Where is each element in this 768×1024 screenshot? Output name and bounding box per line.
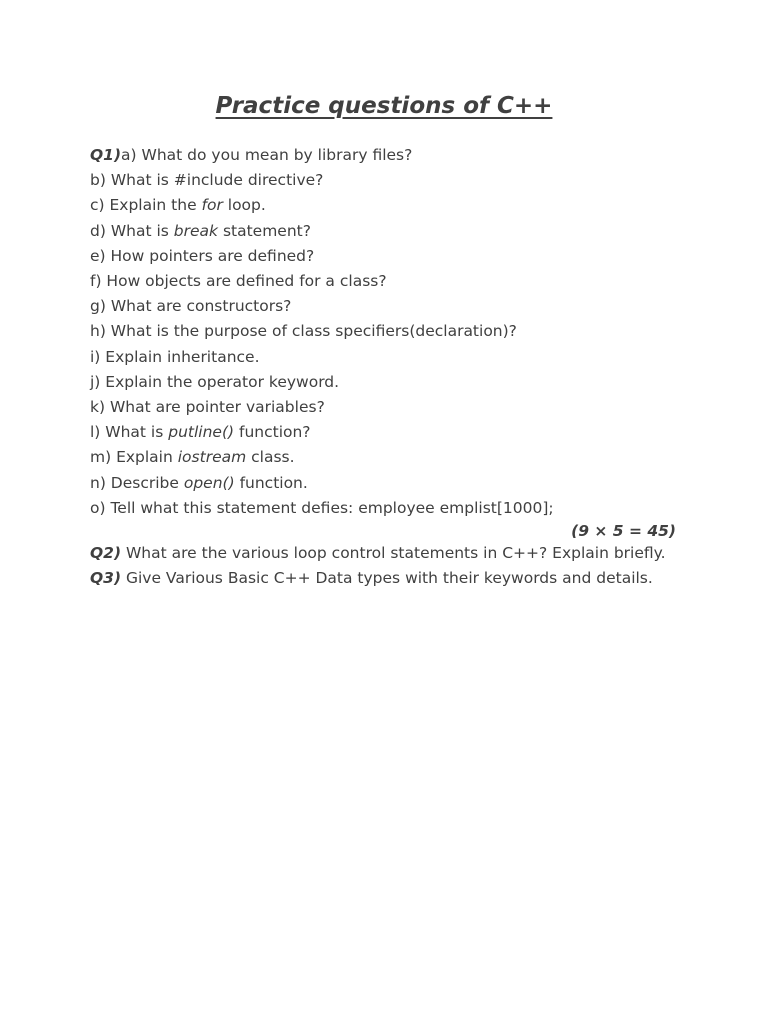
q1-item-g: g) What are constructors? (90, 297, 292, 316)
q1-item-o: o) Tell what this statement defies: employee emplist[1000]; (90, 498, 554, 517)
q1-item-d: d) What is break statement? (90, 221, 311, 240)
q1-item-h: h) What is the purpose of class specifiers(declaration)? (90, 322, 517, 341)
q1-item-e: e) How pointers are defined? (90, 246, 315, 265)
q1-item-k: k) What are pointer variables? (90, 398, 325, 417)
q1-item-b: b) What is #include directive? (90, 171, 324, 190)
page-title: Practice questions of C++ (215, 93, 553, 119)
q1-label: Q1) (90, 146, 122, 164)
q2-question: Q2) What are the various loop control statements in C++? Explain briefly. (90, 544, 666, 563)
q1-item-c: c) Explain the for loop. (90, 196, 266, 215)
q1-item-j: j) Explain the operator keyword. (90, 372, 340, 391)
q2-label: Q2) (90, 544, 122, 563)
q1-marks: (9 × 5 = 45) (571, 522, 676, 541)
q1-item-l: l) What is putline() function? (90, 423, 311, 442)
q1-item-a: Q1)a) What do you mean by library files? (90, 146, 413, 164)
q1-item-m: m) Explain iostream class. (90, 448, 295, 467)
q1-item-f: f) How objects are defined for a class? (90, 272, 387, 291)
q3-label: Q3) (90, 569, 122, 588)
q1-item-i: i) Explain inheritance. (90, 347, 260, 366)
q3-question: Q3) Give Various Basic C++ Data types with their keywords and details. (90, 569, 653, 588)
question-list (90, 143, 676, 591)
q1-item-n: n) Describe open() function. (90, 473, 308, 492)
